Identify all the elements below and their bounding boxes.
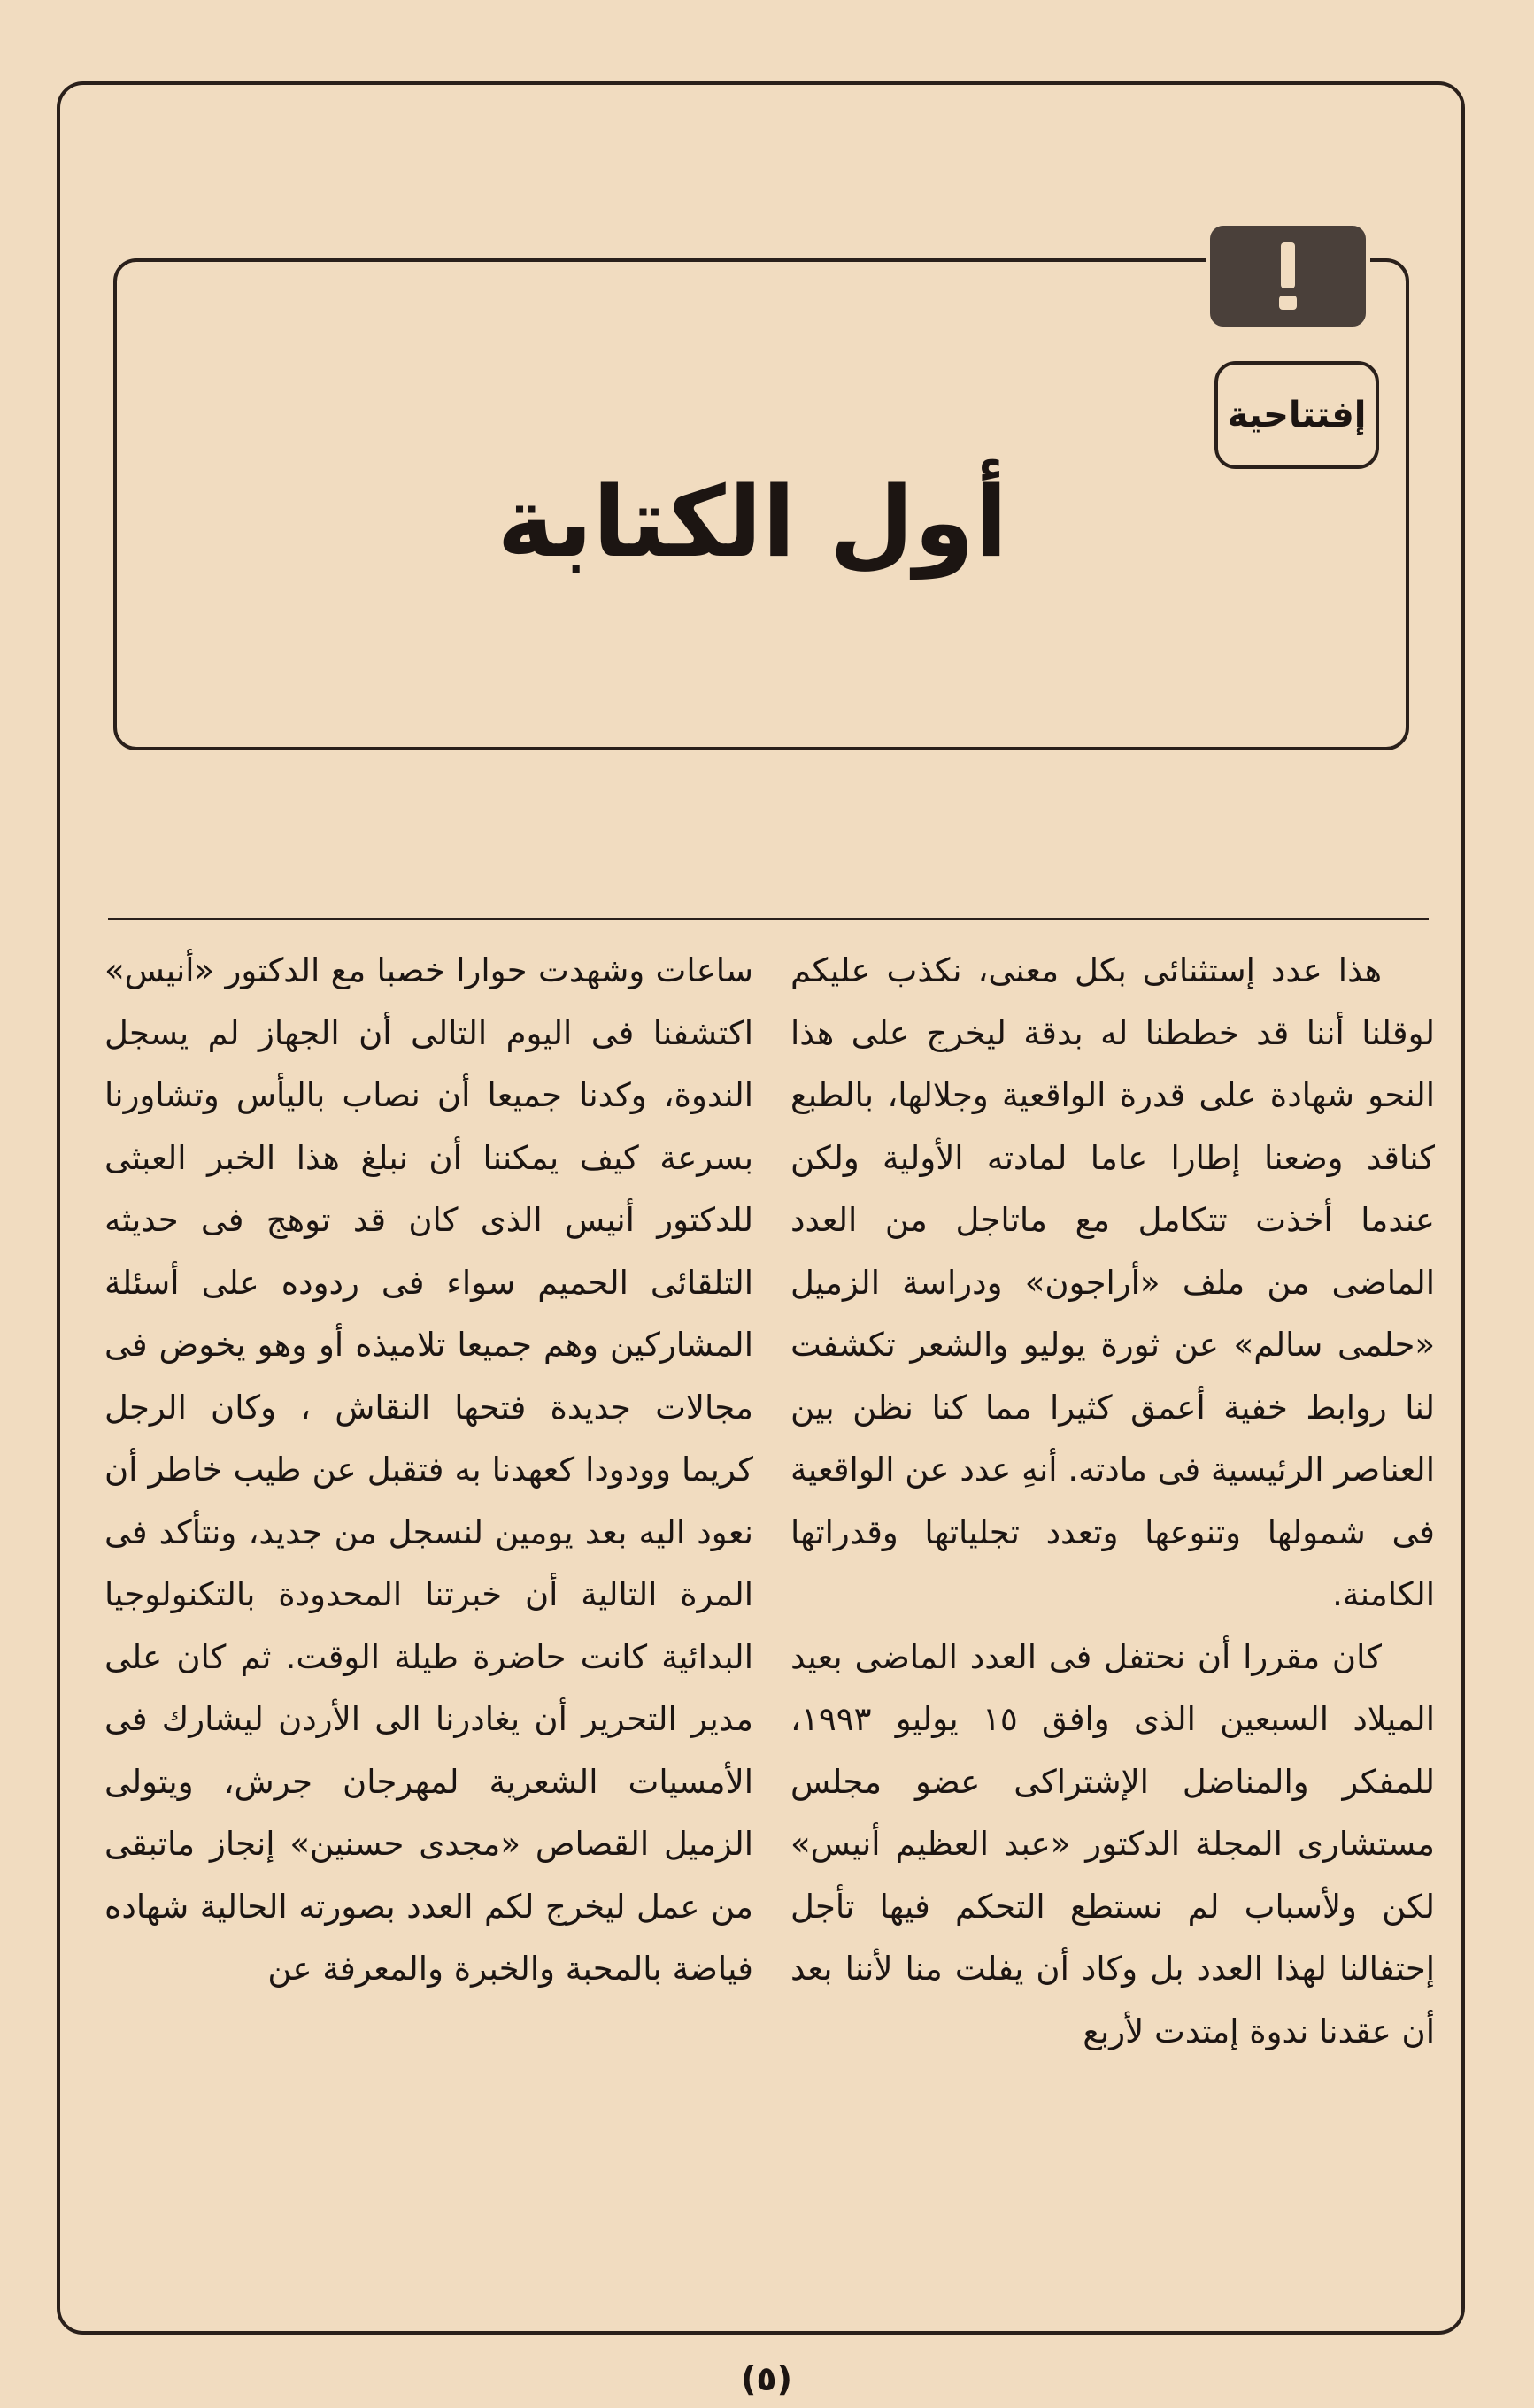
- divider: [108, 918, 1429, 920]
- article-column-right: [790, 940, 1435, 2267]
- paragraph: كان مقررا أن نحتفل فى العدد الماضى بعيد الميلاد السبعين الذى وافق ١٥ يوليو ١٩٩٣، للمفكر والمناضل الإشتراكى عضو مجلس مستشارى المجلة الدكتور «عبد العظيم أنيس» لكن ولأسباب لم نستطع التحكم فيها تأجل إحتفالنا لهذا العدد بل وكاد أن يفلت منا لأننا بعد أن عقدنا ندوة إمتدت لأربع: [790, 1637, 1435, 2050]
- exclamation-icon: [1206, 221, 1370, 331]
- paragraph: هذا عدد إستثنائى بكل معنى، نكذب عليكم لوقلنا أننا قد خططنا له بدقة ليخرج على هذا النحو شهادة على قدرة الواقعية وجلالها، بالطبع كناقد وضعنا إطارا عاما لمادته الأولية ولكن عندما أخذت تتكامل مع ماتاجل من العدد الماضى من ملف «أراجون» ودراسة الزميل «حلمى سالم» عن ثورة يوليو والشعر تكشفت لنا روابط خفية أعمق كثيرا مما كنا نظن بين العناصر الرئيسية فى مادته. أنهِ عدد عن الواقعية فى شمولها وتنوعها وتعدد تجلياتها وقدراتها الكامنة.: [790, 951, 1435, 1613]
- section-label: إفتتاحية: [1214, 361, 1379, 469]
- page-number: (٥): [741, 2359, 792, 2398]
- paragraph: ساعات وشهدت حوارا خصبا مع الدكتور «أنيس» اكتشفنا فى اليوم التالى أن الجهاز لم يسجل الندوة، وكدنا جميعا أن نصاب باليأس وتشاورنا بسرعة كيف يمكننا أن نبلغ هذا الخبر العبثى للدكتور أنيس الذى كان قد توهج فى حديثه التلقائى الحميم سواء فى ردوده على أسئلة المشاركين وهم جميعا تلاميذه أو وهو يخوض فى مجالات جديدة فتحها النقاش ، وكان الرجل كريما وودودا كعهدنا به فتقبل عن طيب خاطر أن نعود اليه بعد يومين لنسجل من جديد، ونتأكد فى المرة التالية أن خبرتنا المحدودة بالتكنولوجيا البدائية كانت حاضرة طيلة الوقت. ثم كان على مدير التحرير أن يغادرنا الى الأردن ليشارك فى الأمسيات الشعرية لمهرجان جرش، ويتولى الزميل القصاص «مجدى حسنين» إنجاز ماتبقى من عمل ليخرج لكم العدد بصورته الحالية شهاده فياضة بالمحبة والخبرة والمعرفة عن: [104, 951, 753, 1988]
- article-column-left: [104, 940, 753, 2267]
- page-title: أول الكتابة: [497, 465, 1008, 579]
